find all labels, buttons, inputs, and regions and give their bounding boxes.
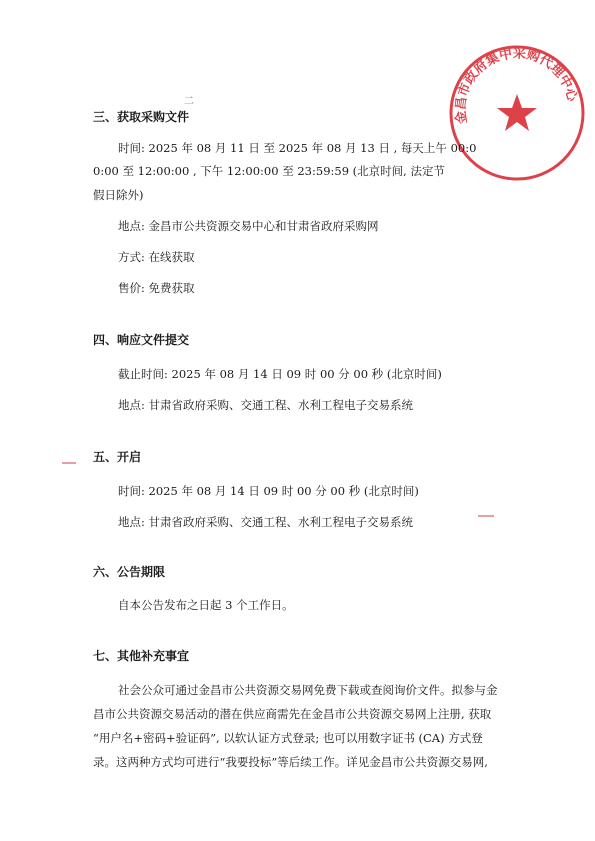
s3-time-line3: 假日除外) <box>93 188 144 202</box>
s7-paragraph-line4: 录。这两种方式均可进行“我要投标”等后续工作。详见金昌市公共资源交易网, <box>93 755 488 769</box>
official-seal <box>446 42 588 184</box>
s4-location: 地点: 甘肃省政府采购、交通工程、水利工程电子交易系统 <box>118 398 414 412</box>
s3-method: 方式: 在线获取 <box>118 250 195 264</box>
s5-location: 地点: 甘肃省政府采购、交通工程、水利工程电子交易系统 <box>118 515 414 529</box>
seal-text: 金昌市政府集中采购代理中心 <box>453 46 580 125</box>
s4-deadline: 截止时间: 2025 年 08 月 14 日 09 时 00 分 00 秒 (北京时间) <box>118 367 442 381</box>
section-4-title: 四、响应文件提交 <box>93 333 190 347</box>
section-5-title: 五、开启 <box>93 450 142 464</box>
section-7-title: 七、其他补充事宜 <box>93 649 190 663</box>
s7-paragraph-line2: 昌市公共资源交易活动的潜在供应商需先在金昌市公共资源交易网上注册, 获取 <box>93 707 492 721</box>
s7-paragraph-line3: “用户名+密码+验证码”, 以软认证方式登录; 也可以用数字证书 (CA) 方式登 <box>93 731 483 745</box>
s5-time: 时间: 2025 年 08 月 14 日 09 时 00 分 00 秒 (北京时间) <box>118 484 419 498</box>
s6-text: 自本公告发布之日起 3 个工作日。 <box>118 598 294 612</box>
header-mark: 二 <box>184 96 194 107</box>
s3-time-line1: 时间: 2025 年 08 月 11 日 至 2025 年 08 月 13 日 , 每天上午 00:0 <box>118 141 477 155</box>
section-6-title: 六、公告期限 <box>93 565 166 579</box>
s3-price: 售价: 免费获取 <box>118 281 195 295</box>
scan-mark <box>478 515 494 517</box>
seal-star <box>497 94 537 131</box>
s7-paragraph-line1: 社会公众可通过金昌市公共资源交易网免费下载或查阅询价文件。拟参与金 <box>118 683 498 697</box>
s3-location: 地点: 金昌市公共资源交易中心和甘肃省政府采购网 <box>118 219 379 233</box>
s3-time-line2: 0:00 至 12:00:00 , 下午 12:00:00 至 23:59:59 (北京时间, 法定节 <box>93 164 445 178</box>
section-3-title: 三、获取采购文件 <box>93 110 190 124</box>
scan-mark <box>62 462 76 464</box>
